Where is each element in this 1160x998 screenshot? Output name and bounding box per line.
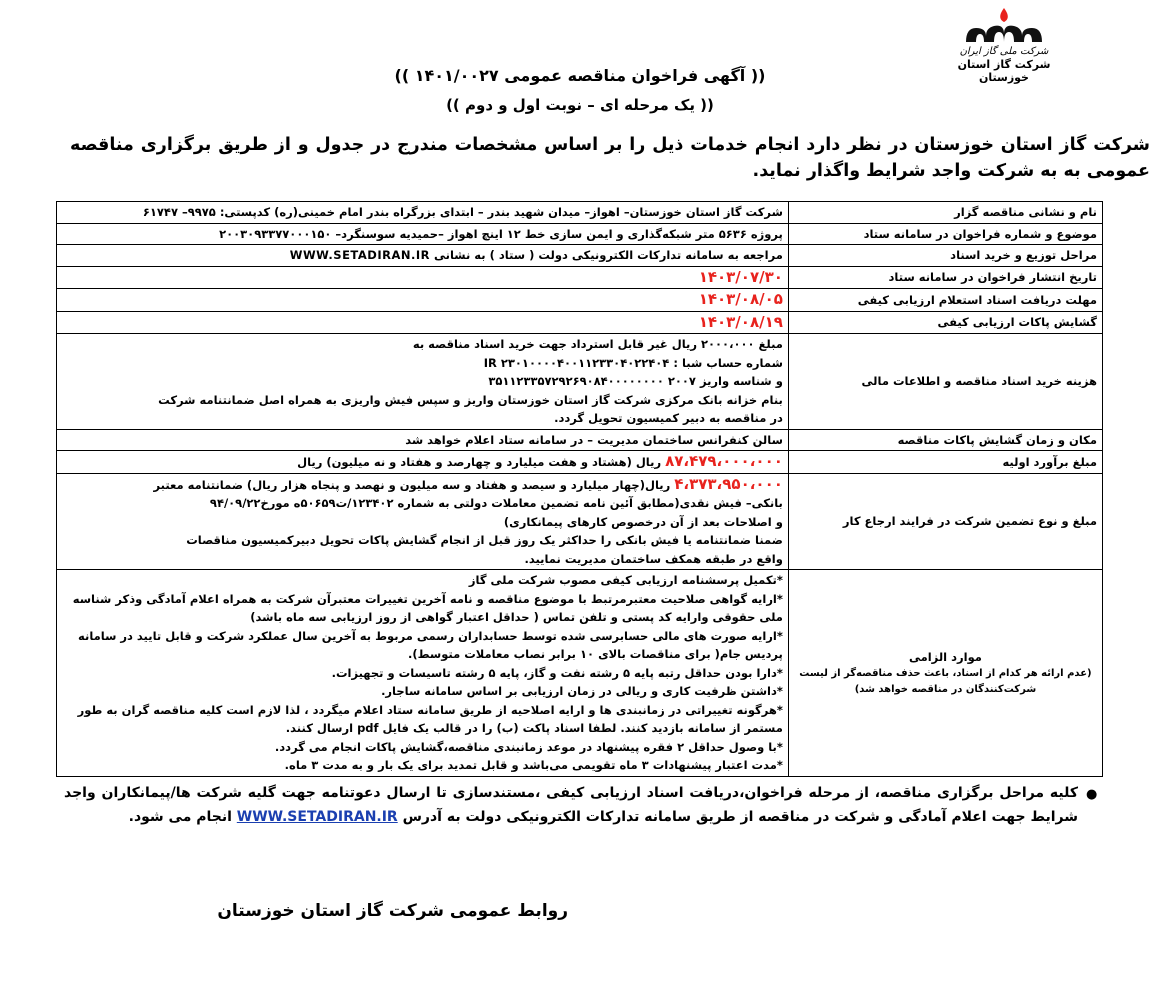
fee-line: بنام خزانه بانک مرکزی شرکت گاز استان خوزستان واریز و سپس فیش واریزی به همراه اصل ضمانتنامه شرکت bbox=[158, 392, 783, 407]
row-label: نام و نشانی مناقصه گزار bbox=[788, 202, 1102, 224]
opening-date: ۱۴۰۳/۰۸/۱۹ bbox=[698, 312, 783, 331]
row-value: پروژه ۵۶۳۶ متر شبکه‌گذاری و ایمن سازی خط ۱۲ اینچ اهواز –حمیدیه سوسنگرد– ۲۰۰۳۰۹۳۳۷۷۰۰۰۱۵۰ bbox=[57, 223, 789, 245]
requirement-item: *با وصول حداقل ۲ فقره پیشنهاد در موعد زمانبندی مناقصه،گشایش پاکات انجام می گردد. bbox=[274, 739, 783, 754]
organization-name: شرکت گاز استان خوزستان bbox=[957, 58, 1051, 84]
closing-note bbox=[64, 781, 1078, 829]
fee-line: مبلغ ۲۰۰۰،۰۰۰ ریال غیر قابل استرداد جهت خرید اسناد مناقصه به bbox=[412, 337, 783, 351]
guarantee-line bbox=[62, 475, 783, 495]
table-row bbox=[57, 570, 1103, 777]
table-row bbox=[57, 266, 1103, 289]
guarantee-line: و اصلاحات بعد از آن درخصوص کارهای پیمانکاری) bbox=[503, 514, 783, 529]
row-value: سالن کنفرانس ساختمان مدیریت – در سامانه ستاد اعلام خواهد شد bbox=[57, 429, 789, 451]
bullet-icon: ● bbox=[1086, 787, 1098, 802]
row-value bbox=[57, 311, 789, 334]
logo-caption: شرکت ملی گاز ایران bbox=[959, 46, 1049, 57]
requirements-label: موارد الزامی bbox=[908, 649, 982, 664]
note-suffix: انجام می شود. bbox=[128, 809, 232, 825]
row-value bbox=[57, 334, 789, 430]
table-row bbox=[57, 429, 1103, 451]
table-row bbox=[57, 473, 1103, 570]
row-value bbox=[57, 289, 789, 312]
guarantee-line: ضمنا ضمانتنامه یا فیش بانکی را حداکثر یک روز قبل از انجام گشایش پاکات تحویل دبیرکمیسیون مناقصات bbox=[186, 533, 783, 547]
publish-date: ۱۴۰۳/۰۷/۳۰ bbox=[698, 267, 783, 286]
table-row bbox=[57, 223, 1103, 245]
note-text: کلیه مراحل برگزاری مناقصه، از مرحله فراخوان،دریافت اسناد ارزیابی کیفی ،مستندسازی تا ارسال دعوتنامه جهت گلیه شرکت ها/پیمانکاران واجد شرایط جهت اعلام آمادگی و شرکت در مناقصه از طریق سامانه تدارکات الکترونیکی دولت به آدرس bbox=[64, 785, 1078, 825]
intro-paragraph: شرکت گاز استان خوزستان در نظر دارد انجام خدمات ذیل را بر اساس مشخصات مندرج در جدول و از طریق برگزاری مناقصه عمومی به به شرکت واجد شرایط واگذار نماید. bbox=[70, 135, 1150, 181]
requirement-item: *هرگونه تغییراتی در زمانبندی ها و ارایه اصلاحیه از طریق سامانه ستاد اعلام میگردد ، لذا لازم است کلیه مناقصه گران به طور مستمر از سامانه بازدید کنند. لطفا اسناد پاکت (ب) را در قالب یک فایل pdf ارسال کنند. bbox=[77, 702, 783, 735]
requirement-item: *ارایه صورت های مالی حسابرسی شده توسط حسابداران رسمی مربوط به آخرین سال عملکرد شرکت و قابل تایید در سامانه پردیس جام( برای مناقصات بالای ۱۰ برابر نصاب معاملات متوسط). bbox=[78, 628, 783, 661]
row-label: مبلغ برآورد اولیه bbox=[788, 451, 1102, 474]
documents-text: مراجعه به سامانه تدارکات الکترونیکی دولت ( ستاد ) به نشانی bbox=[434, 248, 783, 262]
guarantee-amount: ۴،۳۷۳،۹۵۰،۰۰۰ bbox=[674, 474, 783, 493]
table-row bbox=[57, 334, 1103, 430]
fee-line: و شناسه واریز ۲۰۰۷ ۳۵۱۱۲۳۳۵۷۲۹۲۶۹۰۸۴۰۰۰۰۰۰۰۰ bbox=[488, 374, 783, 388]
row-label: هزینه خرید اسناد مناقصه و اطلاعات مالی bbox=[788, 334, 1102, 430]
setad-link[interactable]: WWW.SETADIRAN.IR bbox=[236, 809, 398, 825]
requirements-label-cell bbox=[788, 570, 1102, 777]
guarantee-line: واقع در طبقه همکف ساختمان مدیریت نمایید. bbox=[524, 551, 783, 566]
fee-line: شماره حساب شبا : IR ۲۳۰۱۰۰۰۰۴۰۰۱۱۲۳۳۰۴۰۲۲۴۰۴ bbox=[483, 355, 783, 370]
requirement-item: *ارایه گواهی صلاحیت معتبرمرتبط با موضوع مناقصه و نامه آخرین تغییرات معتبرآن شرکت به همراه اعلام آمادگی وذکر شناسه ملی حقوقی وارایه کد پستی و تلفن تماس ( حداقل اعتبار گواهی از روز ارزیابی سه ماه باشد) bbox=[72, 591, 783, 624]
row-label: مبلغ و نوع تضمین شرکت در فرایند ارجاع کار bbox=[788, 473, 1102, 570]
row-label: تاریخ انتشار فراخوان در سامانه ستاد bbox=[788, 266, 1102, 289]
row-label: مهلت دریافت اسناد استعلام ارزیابی کیفی bbox=[788, 289, 1102, 312]
requirement-item: *مدت اعتبار پیشنهادات ۳ ماه تقویمی می‌باشد و قابل تمدید برای یک بار و به مدت ۳ ماه. bbox=[284, 758, 783, 772]
estimate-text: ریال (هشتاد و هفت میلیارد و چهارصد و هفتاد و نه میلیون) ریال bbox=[297, 455, 662, 469]
requirement-item: *داشتن ظرفیت کاری و ریالی در زمان ارزیابی بر اساس سامانه ساجار. bbox=[381, 684, 783, 698]
requirements-sublabel: (عدم ارائه هر کدام از اسناد، باعث حذف مناقصه‌گر از لیست شرکت‌کنندگان در مناقصه خواهد شد) bbox=[799, 668, 1092, 695]
deadline-date: ۱۴۰۳/۰۸/۰۵ bbox=[698, 290, 783, 308]
guarantee-text: ریال(چهار میلیارد و سیصد و هفتاد و سه میلیون و نهصد و پنجاه هزار ریال) ضمانتنامه معتبر bbox=[153, 477, 671, 492]
table-row bbox=[57, 245, 1103, 267]
table-row bbox=[57, 311, 1103, 334]
row-label: مکان و زمان گشایش پاکات مناقصه bbox=[788, 429, 1102, 451]
row-value bbox=[57, 451, 789, 474]
table-row bbox=[57, 289, 1103, 312]
guarantee-line: بانکی– فیش نقدی(مطابق آئین نامه تضمین معاملات دولتی به شماره ۱۲۳۴۰۲/ت۵۰۶۵۹ه مورخ۹۴/۰۹/۲۲ bbox=[209, 496, 783, 510]
row-label: مراحل توزیع و خرید اسناد bbox=[788, 245, 1102, 267]
footer-signature: روابط عمومی شرکت گاز استان خوزستان bbox=[217, 901, 568, 921]
row-label: موضوع و شماره فراخوان در سامانه ستاد bbox=[788, 223, 1102, 245]
setad-link[interactable]: WWW.SETADIRAN.IR bbox=[289, 248, 430, 262]
notice-subtitle: (( یک مرحله ای – نوبت اول و دوم )) bbox=[446, 96, 714, 114]
fee-line: در مناقصه به دبیر کمیسیون تحویل گردد. bbox=[554, 411, 783, 425]
requirement-item: *تکمیل پرسشنامه ارزیابی کیفی مصوب شرکت ملی گاز bbox=[468, 573, 783, 587]
row-value bbox=[57, 266, 789, 289]
table-row bbox=[57, 202, 1103, 224]
row-label: گشایش پاکات ارزیابی کیفی bbox=[788, 311, 1102, 334]
row-value: شرکت گاز استان خوزستان– اهواز– میدان شهید بندر – ابتدای بزرگراه بندر امام خمینی(ره) کدپستی: ۹۹۷۵– ۶۱۷۴۷ bbox=[57, 202, 789, 224]
row-value bbox=[57, 473, 789, 570]
row-value bbox=[57, 570, 789, 777]
flame-logo-icon bbox=[962, 6, 1046, 46]
requirement-item: *دارا بودن حداقل رتبه پایه ۵ رشته نفت و گاز، پایه ۵ رشته تاسیسات و تجهیزات. bbox=[331, 665, 783, 680]
row-value bbox=[57, 245, 789, 267]
estimate-amount: ۸۷،۴۷۹،۰۰۰،۰۰۰ bbox=[665, 452, 783, 470]
tender-details-table bbox=[56, 201, 1103, 777]
table-row bbox=[57, 451, 1103, 474]
notice-title: (( آگهی فراخوان مناقصه عمومی ۱۴۰۱/۰۰۲۷ )) bbox=[394, 66, 766, 85]
